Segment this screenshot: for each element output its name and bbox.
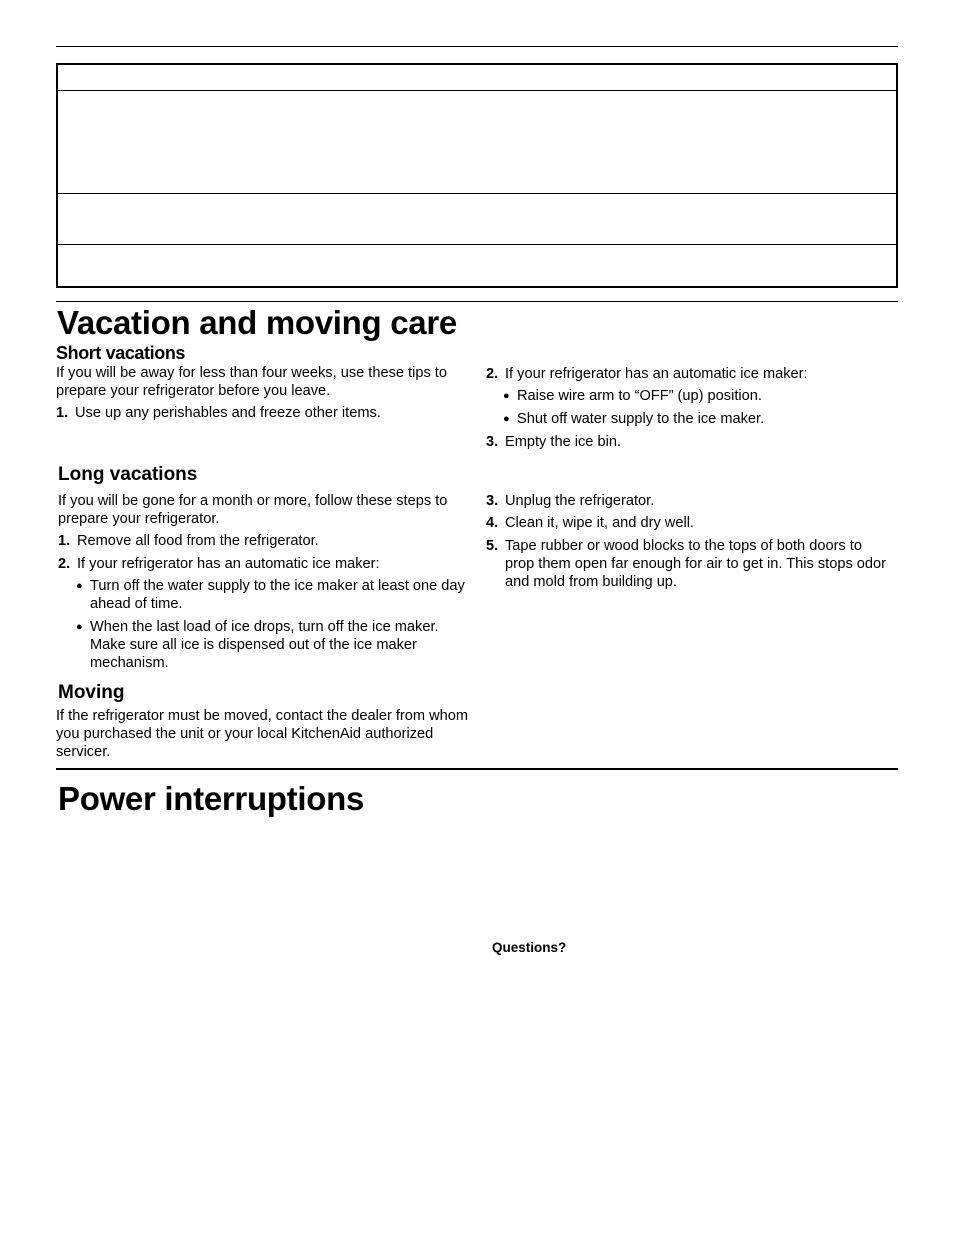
step-text: Remove all food from the refrigerator.	[77, 533, 319, 549]
step-number: 2.	[58, 556, 71, 572]
step-text: Tape rubber or wood blocks to the tops of both doors to prop them open far enough for air to get in. This stops odor and mold from building up.	[505, 538, 887, 590]
step-text: Unplug the refrigerator.	[505, 493, 655, 509]
step-number: 1.	[58, 533, 71, 549]
bullet-icon: ●	[503, 413, 510, 425]
bullet-text: Raise wire arm to “OFF” (up) position.	[517, 388, 762, 404]
step-number: 3.	[486, 493, 499, 509]
long-vacations-heading: Long vacations	[58, 464, 198, 485]
step-text: Use up any perishables and freeze other items.	[75, 405, 381, 421]
step-number: 3.	[486, 434, 499, 450]
step-text: If your refrigerator has an automatic ice maker:	[77, 556, 380, 572]
list-item	[76, 577, 472, 613]
table-row	[58, 90, 896, 91]
questions-label: Questions?	[492, 940, 567, 955]
bullet-icon: ●	[503, 390, 510, 402]
list-item	[486, 365, 896, 383]
step-text: Empty the ice bin.	[505, 434, 621, 450]
step-number: 4.	[486, 515, 499, 531]
step-number: 5.	[486, 538, 499, 554]
bullet-text: Turn off the water supply to the ice maker at least one day ahead of time.	[90, 578, 465, 612]
section-rule	[56, 301, 898, 302]
bullet-text: Shut off water supply to the ice maker.	[517, 411, 765, 427]
bullet-icon: ●	[76, 621, 83, 633]
list-item	[56, 404, 470, 422]
power-title: Power interruptions	[58, 780, 364, 817]
step-text: Clean it, wipe it, and dry well.	[505, 515, 694, 531]
moving-text: If the refrigerator must be moved, contact the dealer from whom you purchased the unit or your local KitchenAid authorized servicer.	[56, 708, 469, 760]
moving-heading: Moving	[58, 682, 125, 703]
step-number: 1.	[56, 405, 69, 421]
section-rule	[56, 768, 898, 770]
table-row	[58, 244, 896, 245]
list-item	[76, 618, 472, 672]
step-number: 2.	[486, 366, 499, 382]
short-vacations-intro: If you will be away for less than four weeks, use these tips to prepare your refrigerator before you leave.	[56, 365, 447, 399]
list-item	[486, 492, 896, 510]
list-item	[486, 514, 896, 532]
vacation-title: Vacation and moving care	[57, 304, 457, 341]
bullet-icon: ●	[76, 580, 83, 592]
short-vacations-heading: Short vacations	[56, 343, 186, 363]
list-item	[486, 433, 896, 451]
long-vacations-intro: If you will be gone for a month or more, follow these steps to prepare your refrigerator.	[58, 493, 448, 527]
top-rule	[56, 46, 898, 47]
list-item	[58, 532, 472, 550]
list-item	[503, 410, 893, 428]
bullet-text: When the last load of ice drops, turn off the ice maker. Make sure all ice is dispensed out of the ice maker mechanism.	[90, 619, 439, 671]
list-item	[503, 387, 893, 405]
blank-table	[56, 63, 898, 288]
list-item	[486, 537, 890, 591]
list-item	[58, 555, 472, 573]
step-text: If your refrigerator has an automatic ice maker:	[505, 366, 808, 382]
table-row	[58, 193, 896, 194]
